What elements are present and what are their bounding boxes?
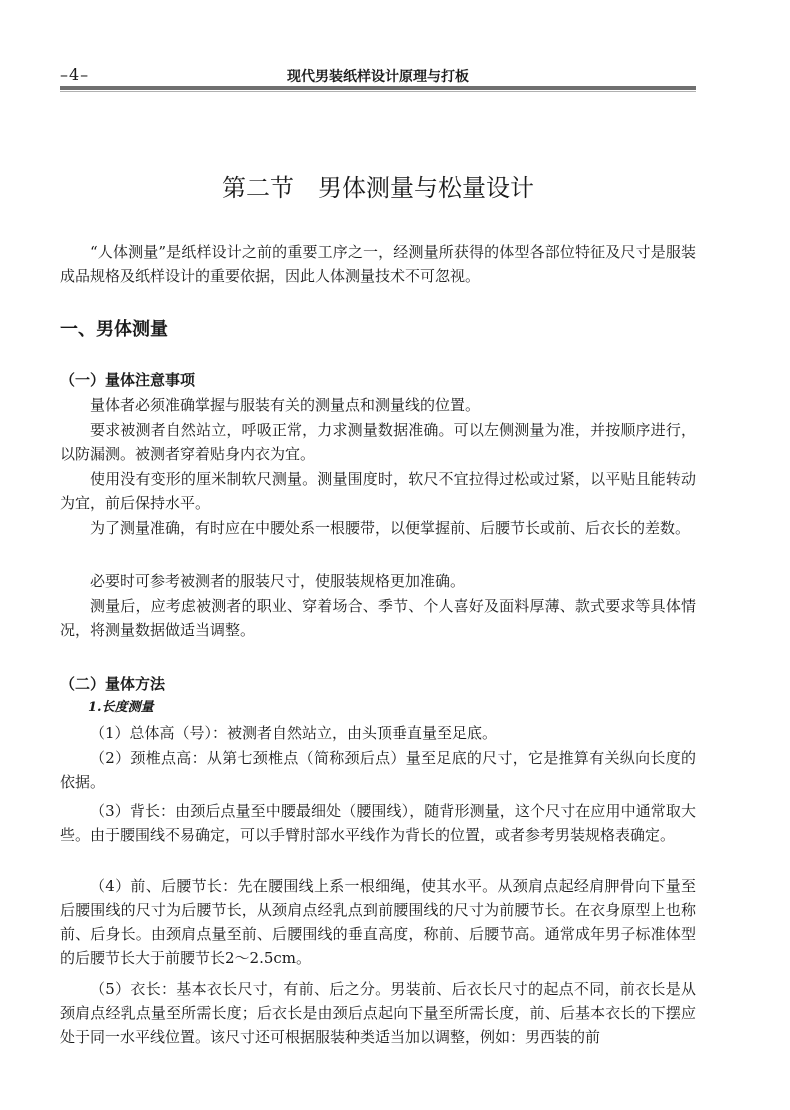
notes-paragraph-2: 要求被测者自然站立，呼吸正常，力求测量数据准确。可以左侧测量为准，并按顺序进行，以防漏测。被测者穿着贴身内衣为宜。	[60, 421, 696, 463]
notes-paragraph-4: 为了测量准确，有时应在中腰处系一根腰带，以便掌握前、后腰节长或前、后衣长的差数。	[90, 519, 691, 537]
running-header	[60, 62, 696, 88]
notes-paragraph-5: 必要时可参考被测者的服装尺寸，使服装规格更加准确。	[90, 572, 466, 590]
section-title: 第二节 男体测量与松量设计	[222, 174, 534, 202]
intro-paragraph: “人体测量”是纸样设计之前的重要工序之一，经测量所获得的体型各部位特征及尺寸是服装成品规格及纸样设计的重要依据，因此人体测量技术不可忽视。	[60, 243, 696, 285]
method-item-4: （4）前、后腰节长：先在腰围线上系一根细绳，使其水平。从颈肩点起经肩胛骨向下量至后腰围线的尺寸为后腰节长，从颈肩点经乳点到前腰围线的尺寸为前腰节长。在衣身原型上也称前、后身长。由颈肩点量至前、后腰围线的垂直高度，称前、后腰节高。通常成年男子标准体型的后腰节长大于前腰节长2～2.5cm。	[60, 877, 696, 967]
page-number: –4–	[60, 65, 90, 84]
header-rule-thick	[60, 86, 696, 90]
header-rule-thin	[60, 91, 696, 92]
heading-male-body-measurement: 一、男体测量	[60, 319, 168, 340]
method-item-2: （2）颈椎点高：从第七颈椎点（简称颈后点）量至足底的尺寸，它是推算有关纵向长度的依据。	[60, 749, 696, 791]
method-item-5: （5）衣长：基本衣长尺寸，有前、后之分。男装前、后衣长尺寸的起点不同，前衣长是从颈肩点经乳点量至所需长度；后衣长是由颈后点起向下量至所需长度，前、后基本衣长的下摆应处于同一水平线位置。该尺寸还可根据服装种类适当加以调整，例如：男西装的前	[60, 980, 696, 1046]
heading-measurement-notes: （一）量体注意事项	[60, 371, 196, 389]
notes-paragraph-1: 量体者必须准确掌握与服装有关的测量点和测量线的位置。	[90, 396, 481, 414]
notes-paragraph-3: 使用没有变形的厘米制软尺测量。测量围度时，软尺不宜拉得过松或过紧，以平贴且能转动为宜，前后保持水平。	[60, 470, 696, 512]
notes-paragraph-6: 测量后，应考虑被测者的职业、穿着场合、季节、个人喜好及面料厚薄、款式要求等具体情况，将测量数据做适当调整。	[60, 597, 696, 639]
method-item-1: （1）总体高（号）：被测者自然站立，由头顶垂直量至足底。	[90, 724, 498, 742]
heading-length-measurement: 1.长度测量	[88, 700, 154, 715]
heading-measurement-methods: （二）量体方法	[60, 675, 166, 693]
method-item-3: （3）背长：由颈后点量至中腰最细处（腰围线），随背形测量，这个尺寸在应用中通常取大些。由于腰围线不易确定，可以手臂肘部水平线作为背长的位置，或者参考男装规格表确定。	[60, 802, 696, 844]
book-title: 现代男装纸样设计原理与打板	[287, 69, 469, 85]
